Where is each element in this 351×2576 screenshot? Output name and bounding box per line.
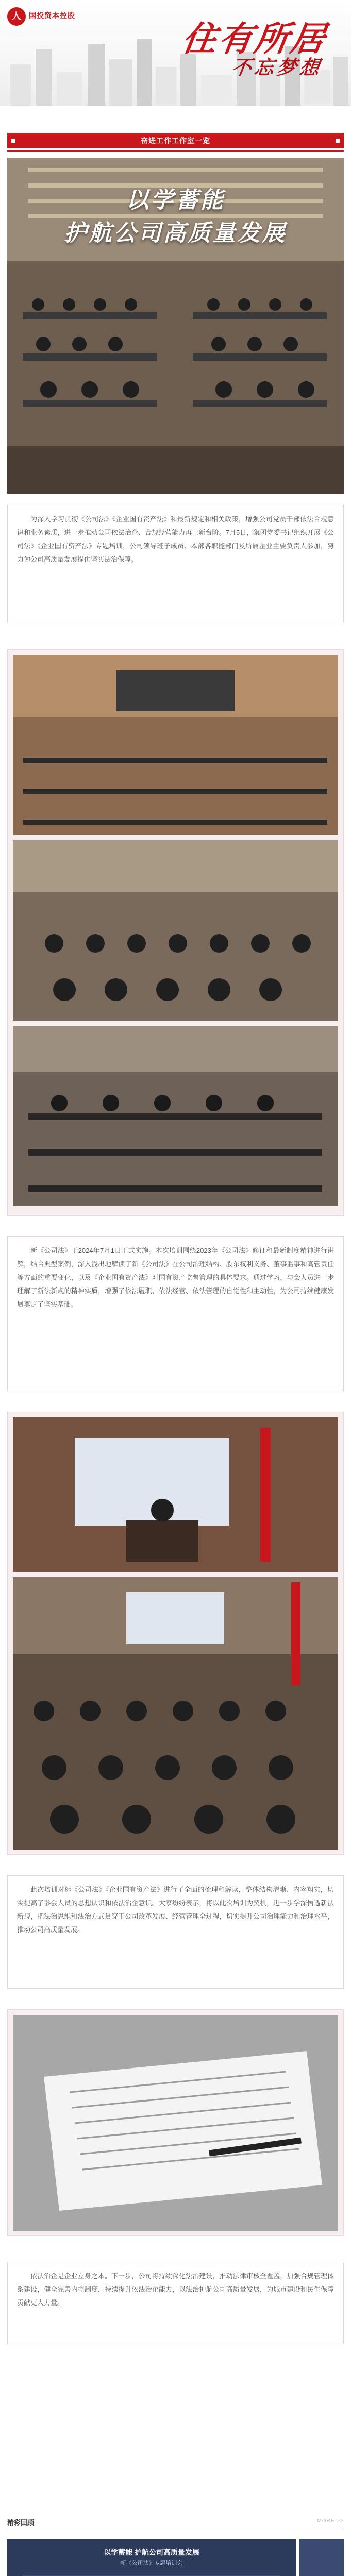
news-section-header bbox=[7, 2514, 344, 2529]
hero-title-line-2: 护航公司高质量发展 bbox=[64, 221, 287, 246]
slogan-line-2: 不忘梦想 bbox=[230, 56, 324, 79]
decor-square-right bbox=[336, 139, 340, 143]
content-paragraph-block-3 bbox=[7, 1875, 344, 1989]
news-more-link[interactable]: MORE >> bbox=[317, 2518, 344, 2524]
news-card-next[interactable] bbox=[299, 2539, 344, 2576]
training-photo-1 bbox=[13, 655, 338, 835]
slogan-line-1: 住有所居 bbox=[179, 19, 330, 59]
hero-photo bbox=[7, 158, 344, 494]
content-paragraph-block-2 bbox=[7, 1236, 344, 1391]
training-photo-2 bbox=[13, 840, 338, 1021]
intro-paragraph: 为深入学习贯彻《公司法》《企业国有资产法》和最新规定和相关政策，增强公司党员干部依法合规意识和业务素质，进一步推动公司依法治企、合规经营能力再上新台阶。7月5日，集团党委书记组织开展《公司法》《企业国有资产法》专题培训，公司领导班子成员、本部各职能部门及所属企业主要负责人参加，努力为公司高质量发展提供坚实法治保障。 bbox=[17, 515, 334, 563]
training-photo-3 bbox=[13, 1026, 338, 1206]
photo-group-1 bbox=[7, 649, 344, 1216]
news-card-caption: 以学蓄能 护航公司高质量发展 bbox=[104, 2548, 199, 2556]
photo-group-3 bbox=[7, 2009, 344, 2236]
news-card[interactable] bbox=[7, 2539, 296, 2576]
header-banner bbox=[0, 0, 351, 106]
section-title: 奋进工作工作室一览 bbox=[141, 137, 210, 145]
speaker-photo bbox=[13, 1417, 338, 1572]
audience-photo-wide bbox=[13, 1577, 338, 1850]
news-section-label: 精彩回顾 bbox=[7, 2519, 35, 2527]
content-paragraph-3: 此次培训对标《公司法》《企业国有资产法》进行了全面的梳理和解读，整体结构清晰、内容翔实，切实提高了参会人员的思想认识和依法治企意识。大家纷纷表示，将以此次培训为契机，进一步学深悟透新法新规，把法治思维和法治方式贯穿于公司改革发展、经营管理全过程，切实提升公司治理能力和治理水平，推动公司高质量发展。 bbox=[17, 1886, 334, 1934]
news-card-image bbox=[7, 2539, 296, 2576]
content-paragraph-2: 新《公司法》于2024年7月1日正式实施。本次培训围绕2023年《公司法》修订和最新制度精神进行讲解，结合典型案例，深入浅出地解读了新《公司法》在公司治理结构、股东权利义务、董事监事和高管责任等方面的重要变化，以及《企业国有资产法》对国有资产监督管理的具体要求。通过学习，与会人员进一步理解了新法新规的精神实质，增强了依法履职、依法经营、依法管理的自觉性和主动性，为公司持续健康发展奠定了坚实基础。 bbox=[17, 1247, 334, 1308]
hero-title-line-1: 以学蓄能 bbox=[126, 188, 225, 213]
content-paragraph-4: 依法治企是企业立身之本。下一步，公司将持续深化法治建设，推动法律审核全覆盖，加强合规管理体系建设，健全完善内控制度，持续提升依法治企能力，以法治护航公司高质量发展，为城市建设和民生保障贡献更大力量。 bbox=[17, 2272, 334, 2307]
intro-paragraph-block bbox=[7, 505, 344, 623]
section-divider bbox=[7, 150, 344, 152]
company-logo: 人 bbox=[7, 7, 26, 26]
news-card-subcaption: 新《公司法》专题培训会 bbox=[120, 2560, 183, 2566]
company-name: 国投资本控股 bbox=[29, 11, 75, 20]
photo-group-2 bbox=[7, 1412, 344, 1855]
content-paragraph-block-4 bbox=[7, 2262, 344, 2344]
section-title-bar bbox=[7, 133, 344, 148]
document-photo bbox=[13, 2015, 338, 2231]
